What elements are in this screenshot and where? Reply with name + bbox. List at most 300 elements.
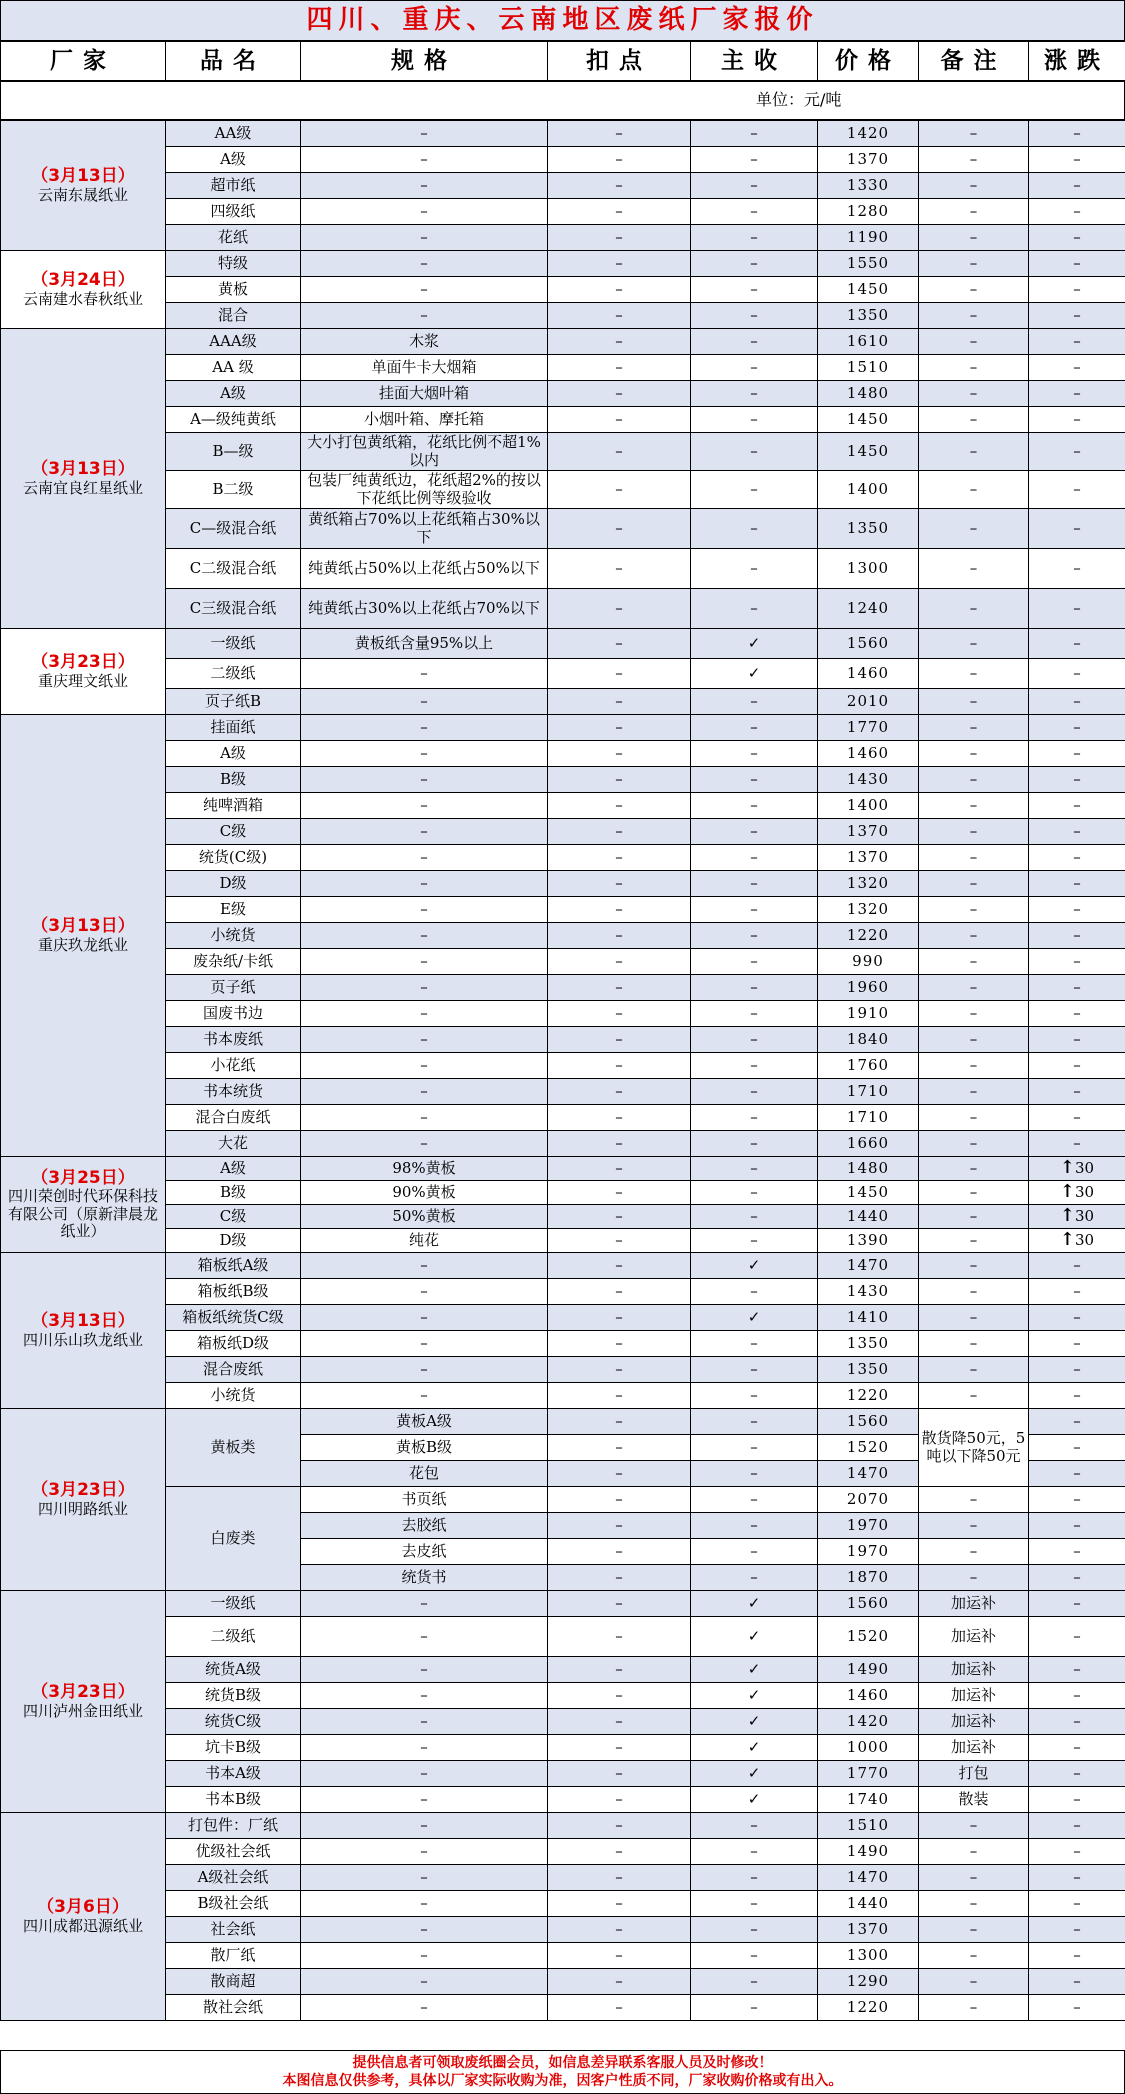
change-cell: – [1029,1331,1125,1357]
main-cell: – [691,1229,818,1253]
note-cell: – [919,1813,1029,1839]
change-cell: – [1029,741,1125,767]
change-cell: – [1029,1683,1125,1709]
price-cell: 1410 [818,1305,919,1331]
deduct-cell: – [548,1487,691,1513]
note-cell: – [919,329,1029,355]
main-cell: – [691,819,818,845]
main-cell: – [691,767,818,793]
deduct-cell: – [548,433,691,471]
product-cell: 混合白废纸 [166,1105,301,1131]
table-row [1,1357,1125,1383]
deduct-cell: – [548,1181,691,1205]
up-arrow-icon: ↑ [1059,1181,1075,1203]
product-cell: 一级纸 [166,629,301,659]
note-cell: – [919,549,1029,589]
spec-cell: – [301,1865,548,1891]
main-cell: – [691,433,818,471]
table-row [1,1487,1125,1513]
price-cell: 1330 [818,173,919,199]
note-cell: – [919,1131,1029,1157]
product-cell: 混合废纸 [166,1357,301,1383]
table-row [1,549,1125,589]
spec-cell: 书页纸 [301,1487,548,1513]
product-cell: 页子纸B [166,689,301,715]
deduct-cell: – [548,715,691,741]
change-cell: – [1029,1657,1125,1683]
main-cell: – [691,251,818,277]
table-row [1,1813,1125,1839]
main-cell: ✓ [691,1591,818,1617]
main-cell: ✓ [691,1657,818,1683]
spec-cell: 90%黄板 [301,1181,548,1205]
spec-cell: – [301,173,548,199]
note-cell: – [919,1181,1029,1205]
main-cell: – [691,1539,818,1565]
table-row [1,1839,1125,1865]
factory-cell [1,629,166,715]
price-cell: 1420 [818,1709,919,1735]
spec-cell: – [301,1131,548,1157]
change-cell: – [1029,433,1125,471]
product-cell: 花纸 [166,225,301,251]
change-cell: – [1029,1735,1125,1761]
product-cell: 二级纸 [166,659,301,689]
factory-name: 四川泸州金田纸业 [22,1701,143,1720]
footer-line-2: 本图信息仅供参考，具体以厂家实际收购为准，因客户性质不同，厂家收购价格或有出入。 [282,2073,843,2089]
main-cell: – [691,1409,818,1435]
price-cell: 1740 [818,1787,919,1813]
change-cell: – [1029,1279,1125,1305]
price-cell: 1350 [818,303,919,329]
product-cell: B级 [166,1181,301,1205]
main-cell: – [691,975,818,1001]
deduct-cell: – [548,1435,691,1461]
table-row [1,689,1125,715]
price-cell: 1460 [818,1683,919,1709]
table-row [1,1105,1125,1131]
spec-cell: – [301,871,548,897]
price-cell: 1300 [818,1943,919,1969]
deduct-cell: – [548,329,691,355]
change-cell: – [1029,1865,1125,1891]
deduct-cell: – [548,1053,691,1079]
product-cell: A级 [166,741,301,767]
title-bar [0,0,1125,41]
factory-name: 重庆玖龙纸业 [37,935,128,954]
table-row [1,1995,1125,2021]
note-cell: – [919,871,1029,897]
table-row [1,871,1125,897]
table-row [1,1027,1125,1053]
price-cell: 1560 [818,629,919,659]
price-cell: 1320 [818,871,919,897]
change-cell: – [1029,303,1125,329]
product-cell: AA级 [166,121,301,147]
up-arrow-icon: ↑ [1059,1205,1075,1227]
table-row [1,471,1125,509]
price-cell: 1460 [818,659,919,689]
factory-name: 云南东晟纸业 [37,185,128,204]
table-row [1,1279,1125,1305]
price-cell: 1320 [818,897,919,923]
factory-name: 重庆理文纸业 [37,671,128,690]
deduct-cell: – [548,1709,691,1735]
spec-cell: – [301,1591,548,1617]
change-cell: – [1029,1357,1125,1383]
factory-date: （3月25日） [31,1167,135,1188]
header-main: 主收 [691,42,818,81]
deduct-cell: – [548,659,691,689]
deduct-cell: – [548,819,691,845]
deduct-cell: – [548,1995,691,2021]
main-cell: ✓ [691,1709,818,1735]
change-cell: – [1029,1969,1125,1995]
change-cell: – [1029,173,1125,199]
note-cell: 加运补 [919,1683,1029,1709]
table-row [1,173,1125,199]
factory-cell [1,1157,166,1253]
price-table [0,120,1125,2021]
note-cell: – [919,121,1029,147]
spec-cell: – [301,1735,548,1761]
price-cell: 1520 [818,1617,919,1657]
spec-cell: 纯黄纸占30%以上花纸占70%以下 [301,589,548,629]
up-arrow-icon: ↑ [1059,1157,1075,1179]
product-cell: A级 [166,147,301,173]
deduct-cell: – [548,407,691,433]
price-cell: 1870 [818,1565,919,1591]
table-row [1,1409,1125,1435]
spec-cell: – [301,659,548,689]
change-cell: – [1029,1513,1125,1539]
deduct-cell: – [548,1131,691,1157]
factory-name: 四川乐山玖龙纸业 [22,1330,143,1349]
table-row [1,715,1125,741]
table-row [1,147,1125,173]
table-row [1,767,1125,793]
spec-cell: 去胶纸 [301,1513,548,1539]
main-cell: – [691,1079,818,1105]
table-row [1,121,1125,147]
header-product: 品名 [166,42,301,81]
note-cell: – [919,1305,1029,1331]
table-row [1,975,1125,1001]
main-cell: – [691,355,818,381]
product-cell: A级社会纸 [166,1865,301,1891]
main-cell: ✓ [691,1735,818,1761]
change-cell: – [1029,1105,1125,1131]
deduct-cell: – [548,589,691,629]
change-cell: – [1029,845,1125,871]
spec-cell: – [301,767,548,793]
change-cell: – [1029,793,1125,819]
deduct-cell: – [548,845,691,871]
main-cell: – [691,1461,818,1487]
product-cell: 废杂纸/卡纸 [166,949,301,975]
change-cell: – [1029,871,1125,897]
spec-cell: – [301,1969,548,1995]
deduct-cell: – [548,549,691,589]
product-cell: C级 [166,1205,301,1229]
spec-cell: – [301,689,548,715]
table-row [1,1969,1125,1995]
price-cell: 1910 [818,1001,919,1027]
spec-cell: – [301,741,548,767]
main-cell: – [691,1383,818,1409]
price-cell: 1510 [818,355,919,381]
note-cell: – [919,1253,1029,1279]
product-cell: 一级纸 [166,1591,301,1617]
change-cell: – [1029,1383,1125,1409]
main-cell: – [691,471,818,509]
deduct-cell: – [548,1683,691,1709]
price-cell: 1550 [818,251,919,277]
change-cell: – [1029,1461,1125,1487]
table-row [1,381,1125,407]
table-row [1,1683,1125,1709]
table-row [1,1205,1125,1229]
main-cell: – [691,381,818,407]
deduct-cell: – [548,1409,691,1435]
product-cell: AAA级 [166,329,301,355]
spec-cell: 大小打包黄纸箱，花纸比例不超1%以内 [301,433,548,471]
change-cell: – [1029,199,1125,225]
product-cell: 大花 [166,1131,301,1157]
spec-cell: – [301,845,548,871]
table-row [1,1131,1125,1157]
change-value: 30 [1075,1159,1095,1178]
factory-date: （3月24日） [31,270,135,291]
note-cell: – [919,509,1029,549]
product-cell: 箱板纸D级 [166,1331,301,1357]
spec-cell: – [301,147,548,173]
change-cell: – [1029,1839,1125,1865]
price-cell: 1970 [818,1539,919,1565]
price-table-body [1,121,1125,2021]
factory-date: （3月23日） [31,652,135,673]
change-cell: – [1029,1487,1125,1513]
price-cell: 1480 [818,1157,919,1181]
spec-cell: 黄板纸含量95%以上 [301,629,548,659]
factory-cell [1,1591,166,1813]
table-row [1,1383,1125,1409]
note-cell: 加运补 [919,1735,1029,1761]
price-cell: 1970 [818,1513,919,1539]
product-cell: C级 [166,819,301,845]
main-cell: – [691,715,818,741]
table-row [1,1617,1125,1657]
note-cell: – [919,251,1029,277]
table-row [1,1229,1125,1253]
main-cell: – [691,1181,818,1205]
note-cell: – [919,277,1029,303]
unit-label: 单位：元/吨 [1,82,1125,120]
change-cell: – [1029,1131,1125,1157]
change-cell: – [1029,1591,1125,1617]
page-title: 四川、重庆、云南地区废纸厂家报价 [1,1,1125,41]
main-cell: – [691,1995,818,2021]
note-cell: 加运补 [919,1591,1029,1617]
price-cell: 1000 [818,1735,919,1761]
spec-cell: 50%黄板 [301,1205,548,1229]
price-cell: 1220 [818,1995,919,2021]
product-cell: 社会纸 [166,1917,301,1943]
price-cell: 1190 [818,225,919,251]
spec-cell: – [301,923,548,949]
table-row [1,225,1125,251]
deduct-cell: – [548,1839,691,1865]
price-cell: 1480 [818,381,919,407]
spec-cell: – [301,1001,548,1027]
product-cell: 小统货 [166,923,301,949]
spec-cell: 包装厂纯黄纸边，花纸超2%的按以下花纸比例等级验收 [301,471,548,509]
change-cell: – [1029,329,1125,355]
main-cell: – [691,509,818,549]
main-cell: – [691,1053,818,1079]
price-cell: 1490 [818,1839,919,1865]
note-cell: – [919,1331,1029,1357]
note-cell: 散装 [919,1787,1029,1813]
price-cell: 1370 [818,1917,919,1943]
product-cell: 书本B级 [166,1787,301,1813]
note-cell: – [919,1105,1029,1131]
deduct-cell: – [548,199,691,225]
table-row [1,303,1125,329]
table-row [1,845,1125,871]
main-cell: – [691,1565,818,1591]
change-value: 30 [1075,1207,1095,1226]
spec-cell: 花包 [301,1461,548,1487]
change-cell: – [1029,1917,1125,1943]
price-cell: 1760 [818,1053,919,1079]
main-cell: – [691,1865,818,1891]
change-cell: – [1029,121,1125,147]
table-row [1,629,1125,659]
table-row [1,1943,1125,1969]
change-cell: – [1029,1995,1125,2021]
product-cell: 纯啤酒箱 [166,793,301,819]
deduct-cell: – [548,1331,691,1357]
deduct-cell: – [548,897,691,923]
table-row [1,1865,1125,1891]
product-group-cell: 白废类 [166,1487,301,1591]
factory-cell [1,1409,166,1591]
spec-cell: 去皮纸 [301,1539,548,1565]
note-cell: – [919,975,1029,1001]
price-cell: 1710 [818,1105,919,1131]
product-cell: AA 级 [166,355,301,381]
table-row [1,1001,1125,1027]
price-cell: 1560 [818,1409,919,1435]
factory-cell [1,329,166,629]
main-cell: – [691,1943,818,1969]
price-cell: 1840 [818,1027,919,1053]
product-cell: 箱板纸B级 [166,1279,301,1305]
spec-cell: – [301,793,548,819]
change-cell: – [1029,659,1125,689]
spec-cell: – [301,1027,548,1053]
price-cell: 2010 [818,689,919,715]
main-cell: ✓ [691,1617,818,1657]
price-cell: 1770 [818,1761,919,1787]
note-cell: – [919,949,1029,975]
note-cell: – [919,1001,1029,1027]
deduct-cell: – [548,1735,691,1761]
main-cell: – [691,121,818,147]
price-cell: 1560 [818,1591,919,1617]
spec-cell: 单面牛卡大烟箱 [301,355,548,381]
deduct-cell: – [548,1079,691,1105]
spec-cell: – [301,1787,548,1813]
spec-cell: – [301,1305,548,1331]
deduct-cell: – [548,1383,691,1409]
product-cell: 统货A级 [166,1657,301,1683]
product-cell: 四级纸 [166,199,301,225]
change-cell: – [1029,407,1125,433]
price-cell: 1350 [818,1357,919,1383]
deduct-cell: – [548,1357,691,1383]
main-cell: – [691,1157,818,1181]
footer-line-1: 提供信息者可领取废纸圈会员，如信息差异联系客服人员及时修改！ [352,2054,773,2071]
price-cell: 1350 [818,509,919,549]
price-cell: 1490 [818,1657,919,1683]
product-cell: 超市纸 [166,173,301,199]
factory-date: （3月23日） [31,1480,135,1501]
product-cell: 黄板 [166,277,301,303]
header-change: 涨跌 [1029,42,1125,81]
table-row [1,1157,1125,1181]
header-note: 备注 [919,42,1029,81]
table-row [1,1709,1125,1735]
main-cell: – [691,225,818,251]
spec-cell: – [301,121,548,147]
product-cell: 小花纸 [166,1053,301,1079]
product-cell: 书本废纸 [166,1027,301,1053]
product-cell: 国废书边 [166,1001,301,1027]
spec-cell: 纯花 [301,1229,548,1253]
main-cell: ✓ [691,659,818,689]
spec-cell: – [301,975,548,1001]
main-cell: – [691,1435,818,1461]
change-cell: – [1029,1305,1125,1331]
change-cell: – [1029,589,1125,629]
main-cell: – [691,549,818,589]
table-row [1,1331,1125,1357]
product-cell: 页子纸 [166,975,301,1001]
note-cell: – [919,1995,1029,2021]
factory-cell [1,251,166,329]
note-cell: – [919,793,1029,819]
change-cell [1029,1205,1125,1229]
spec-cell: – [301,1709,548,1735]
spec-cell: – [301,225,548,251]
main-cell: – [691,1279,818,1305]
deduct-cell: – [548,1591,691,1617]
table-row [1,1787,1125,1813]
price-cell: 1520 [818,1435,919,1461]
price-cell: 1510 [818,1813,919,1839]
note-cell: – [919,767,1029,793]
main-cell: – [691,1839,818,1865]
product-cell: A级 [166,1157,301,1181]
change-cell: – [1029,1053,1125,1079]
note-cell: – [919,1917,1029,1943]
change-cell: – [1029,975,1125,1001]
main-cell: – [691,1917,818,1943]
price-cell: 1220 [818,1383,919,1409]
deduct-cell: – [548,1565,691,1591]
